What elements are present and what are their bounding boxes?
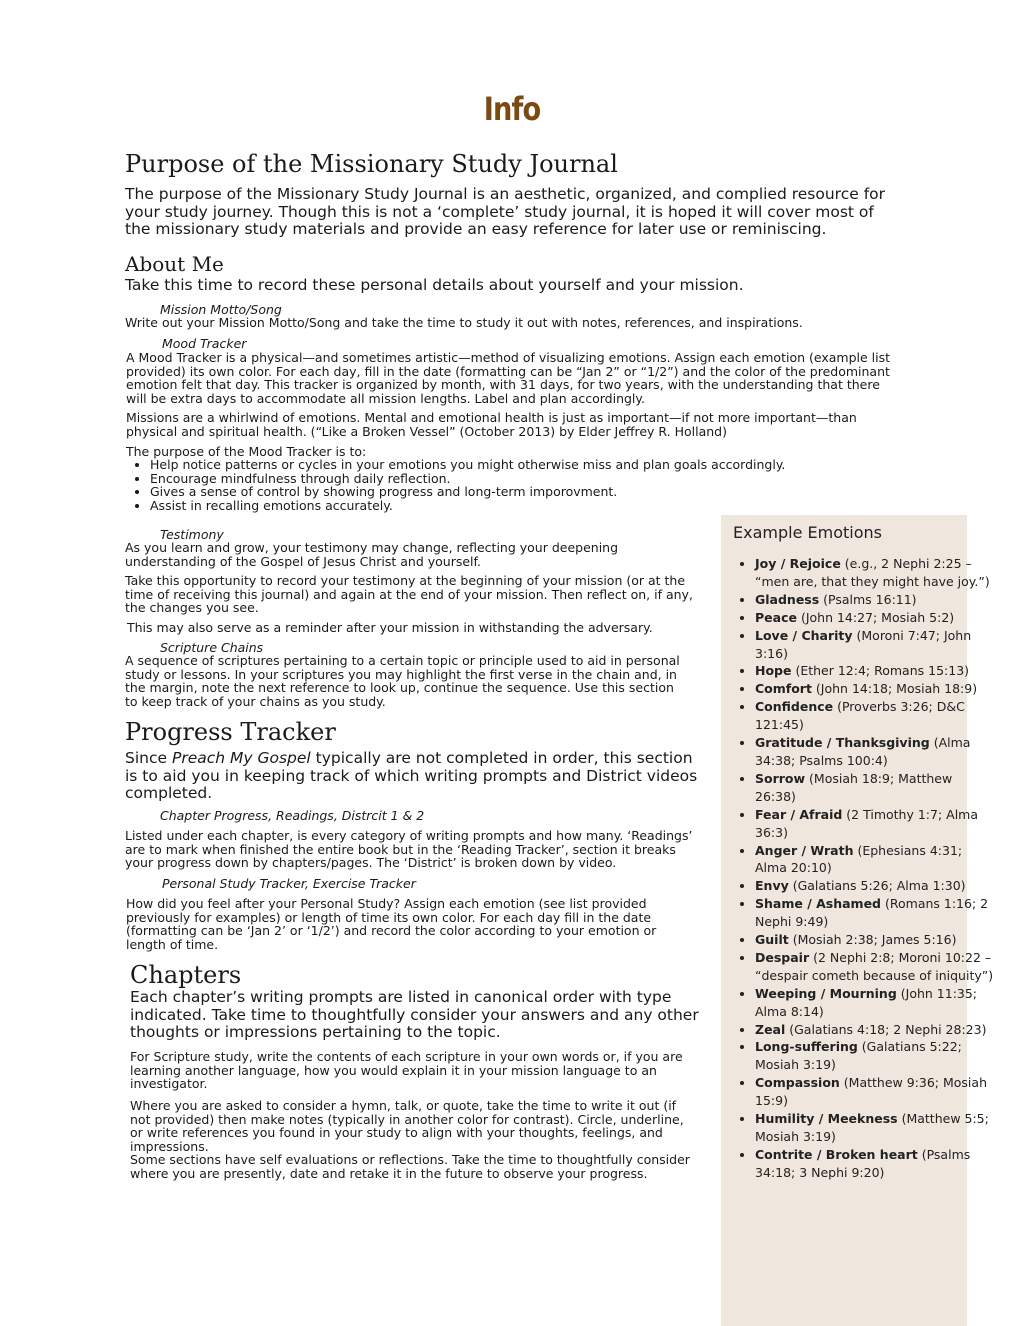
- testimony-text-3: This may also serve as a reminder after your mission in withstanding the adversary.: [127, 620, 653, 635]
- chapters-heading: Chapters: [130, 961, 242, 989]
- list-item: • Confidence (Proverbs 3:26; D&C 121:45): [755, 698, 995, 734]
- list-item: • Compassion (Matthew 9:36; Mosiah 15:9): [755, 1074, 995, 1110]
- list-item: • Assist in recalling emotions accurately.: [150, 499, 890, 513]
- page-title: Info: [483, 90, 541, 128]
- list-item: • Fear / Afraid (2 Timothy 1:7; Alma 36:3): [755, 806, 995, 842]
- chapters-text-3: Some sections have self evaluations or reflections. Take the time to thoughtfully consider where you are presently, date and retake it in the future to observe your progress.: [130, 1152, 690, 1181]
- list-item: • Sorrow (Mosiah 18:9; Matthew 26:38): [755, 770, 995, 806]
- chapters-text-2: Where you are asked to consider a hymn, talk, or quote, take the time to write it out (if not provided) then make notes (typically in another color for contrast). Circle, underline, or write references you found in your study to align with your thoughts, feelings, and impressions.: [130, 1098, 684, 1154]
- chapter-progress-text: Listed under each chapter, is every category of writing prompts and how many. ‘Readings’ are to mark when finished the entire book but in the ‘Reading Tracker’, section it breaks your progress down by chapters/pages. The ‘District’ is broken down by video.: [125, 828, 693, 870]
- emotion-list: [721, 555, 995, 1182]
- mood-text-2: Missions are a whirlwind of emotions. Mental and emotional health is just as important—if not more important—than physical and spiritual health. (“Like a Broken Vessel” (October 2013) by Elder Jeffrey R. Holland): [126, 410, 857, 439]
- testimony-text-2: Take this opportunity to record your testimony at the beginning of your mission (or at the time of receiving this journal) and again at the end of your mission. Then reflect on, if any, the changes you see.: [125, 573, 693, 615]
- list-item: • Zeal (Galatians 4:18; 2 Nephi 28:23): [755, 1021, 995, 1039]
- list-item: • Anger / Wrath (Ephesians 4:31; Alma 20:10): [755, 842, 995, 878]
- personal-study-subheading: Personal Study Tracker, Exercise Tracker: [162, 876, 416, 891]
- list-item: • Humility / Meekness (Matthew 5:5; Mosiah 3:19): [755, 1110, 995, 1146]
- about-heading: About Me: [125, 252, 224, 276]
- purpose-text: The purpose of the Missionary Study Journal is an aesthetic, organized, and complied resource for your study journey. Though this is not a ‘complete’ study journal, it is hoped it will cover most of the missionary study materials and provide an easy reference for later use or reminiscing.: [125, 185, 886, 238]
- example-emotions-panel: [721, 515, 994, 1326]
- list-item: • Gladness (Psalms 16:11): [755, 591, 995, 609]
- mood-subheading: Mood Tracker: [162, 336, 247, 351]
- list-item: • Contrite / Broken heart (Psalms 34:18; 3 Nephi 9:20): [755, 1146, 995, 1182]
- list-item: • Shame / Ashamed (Romans 1:16; 2 Nephi 9:49): [755, 895, 995, 931]
- motto-subheading: Mission Motto/Song: [160, 302, 282, 317]
- personal-study-text: How did you feel after your Personal Study? Assign each emotion (see list provided previously for examples) or length of time its own color. For each day fill in the date (formatting can be ‘Jan 2’ or ‘1/2’) and record the color according to your emotion or length of time.: [126, 896, 657, 952]
- list-item: • Love / Charity (Moroni 7:47; John 3:16): [755, 627, 995, 663]
- progress-lead: Since Preach My Gospel typically are not completed in order, this section is to aid you in keeping track of which writing prompts and District videos completed.: [125, 749, 698, 802]
- list-item: • Gratitude / Thanksgiving (Alma 34:38; Psalms 100:4): [755, 734, 995, 770]
- testimony-subheading: Testimony: [160, 527, 224, 542]
- mood-purpose-list: [126, 458, 890, 512]
- purpose-heading: Purpose of the Missionary Study Journal: [125, 150, 618, 178]
- list-item: • Comfort (John 14:18; Mosiah 18:9): [755, 680, 995, 698]
- example-emotions-title: Example Emotions: [733, 523, 882, 542]
- list-item: • Encourage mindfulness through daily reflection.: [150, 472, 890, 486]
- list-item: • Guilt (Mosiah 2:38; James 5:16): [755, 931, 995, 949]
- chapters-lead: Each chapter’s writing prompts are listed in canonical order with type indicated. Take time to thoughtfully consider your answers and any other thoughts or impressions pertaining to the topic.: [130, 988, 699, 1041]
- list-item: • Gives a sense of control by showing progress and long-term imporovment.: [150, 485, 890, 499]
- chapter-progress-subheading: Chapter Progress, Readings, Distrcit 1 & 2: [160, 808, 425, 823]
- motto-text: Write out your Mission Motto/Song and take the time to study it out with notes, references, and inspirations.: [125, 315, 803, 330]
- about-intro: Take this time to record these personal details about yourself and your mission.: [125, 276, 744, 294]
- mood-purpose-intro: The purpose of the Mood Tracker is to:: [126, 444, 367, 459]
- list-item: • Weeping / Mourning (John 11:35; Alma 8:14): [755, 985, 995, 1021]
- list-item: • Long-suffering (Galatians 5:22; Mosiah 3:19): [755, 1038, 995, 1074]
- list-item: • Envy (Galatians 5:26; Alma 1:30): [755, 877, 995, 895]
- mood-text-1: A Mood Tracker is a physical—and sometimes artistic—method of visualizing emotions. Assign each emotion (example list provided) its own color. For each day, fill in the date (formatting can be “Jan 2” or “1/2”) and the color of the predominant emotion felt that day. This tracker is organized by month, with 31 days, for two years, with the understanding that there will be extra days to accommodate all mission lengths. Label and plan accordingly.: [126, 350, 890, 406]
- list-item: • Hope (Ether 12:4; Romans 15:13): [755, 662, 995, 680]
- list-item: • Help notice patterns or cycles in your emotions you might otherwise miss and plan goals accordingly.: [150, 458, 890, 472]
- testimony-text-1: As you learn and grow, your testimony may change, reflecting your deepening understanding of the Gospel of Jesus Christ and yourself.: [125, 540, 619, 569]
- progress-heading: Progress Tracker: [125, 718, 336, 746]
- chains-text: A sequence of scriptures pertaining to a certain topic or principle used to aid in personal study or lessons. In your scriptures you may highlight the first verse in the chain and, in the margin, note the next reference to look up, continue the sequence. Use this section to keep track of your chains as you study.: [125, 653, 680, 709]
- chains-subheading: Scripture Chains: [160, 640, 264, 655]
- list-item: • Joy / Rejoice (e.g., 2 Nephi 2:25 – “men are, that they might have joy.”): [755, 555, 995, 591]
- list-item: • Peace (John 14:27; Mosiah 5:2): [755, 609, 995, 627]
- list-item: • Despair (2 Nephi 2:8; Moroni 10:22 – “despair cometh because of iniquity”): [755, 949, 995, 985]
- chapters-text-1: For Scripture study, write the contents of each scripture in your own words or, if you are learning another language, how you would explain it in your mission language to an investigator.: [130, 1049, 683, 1091]
